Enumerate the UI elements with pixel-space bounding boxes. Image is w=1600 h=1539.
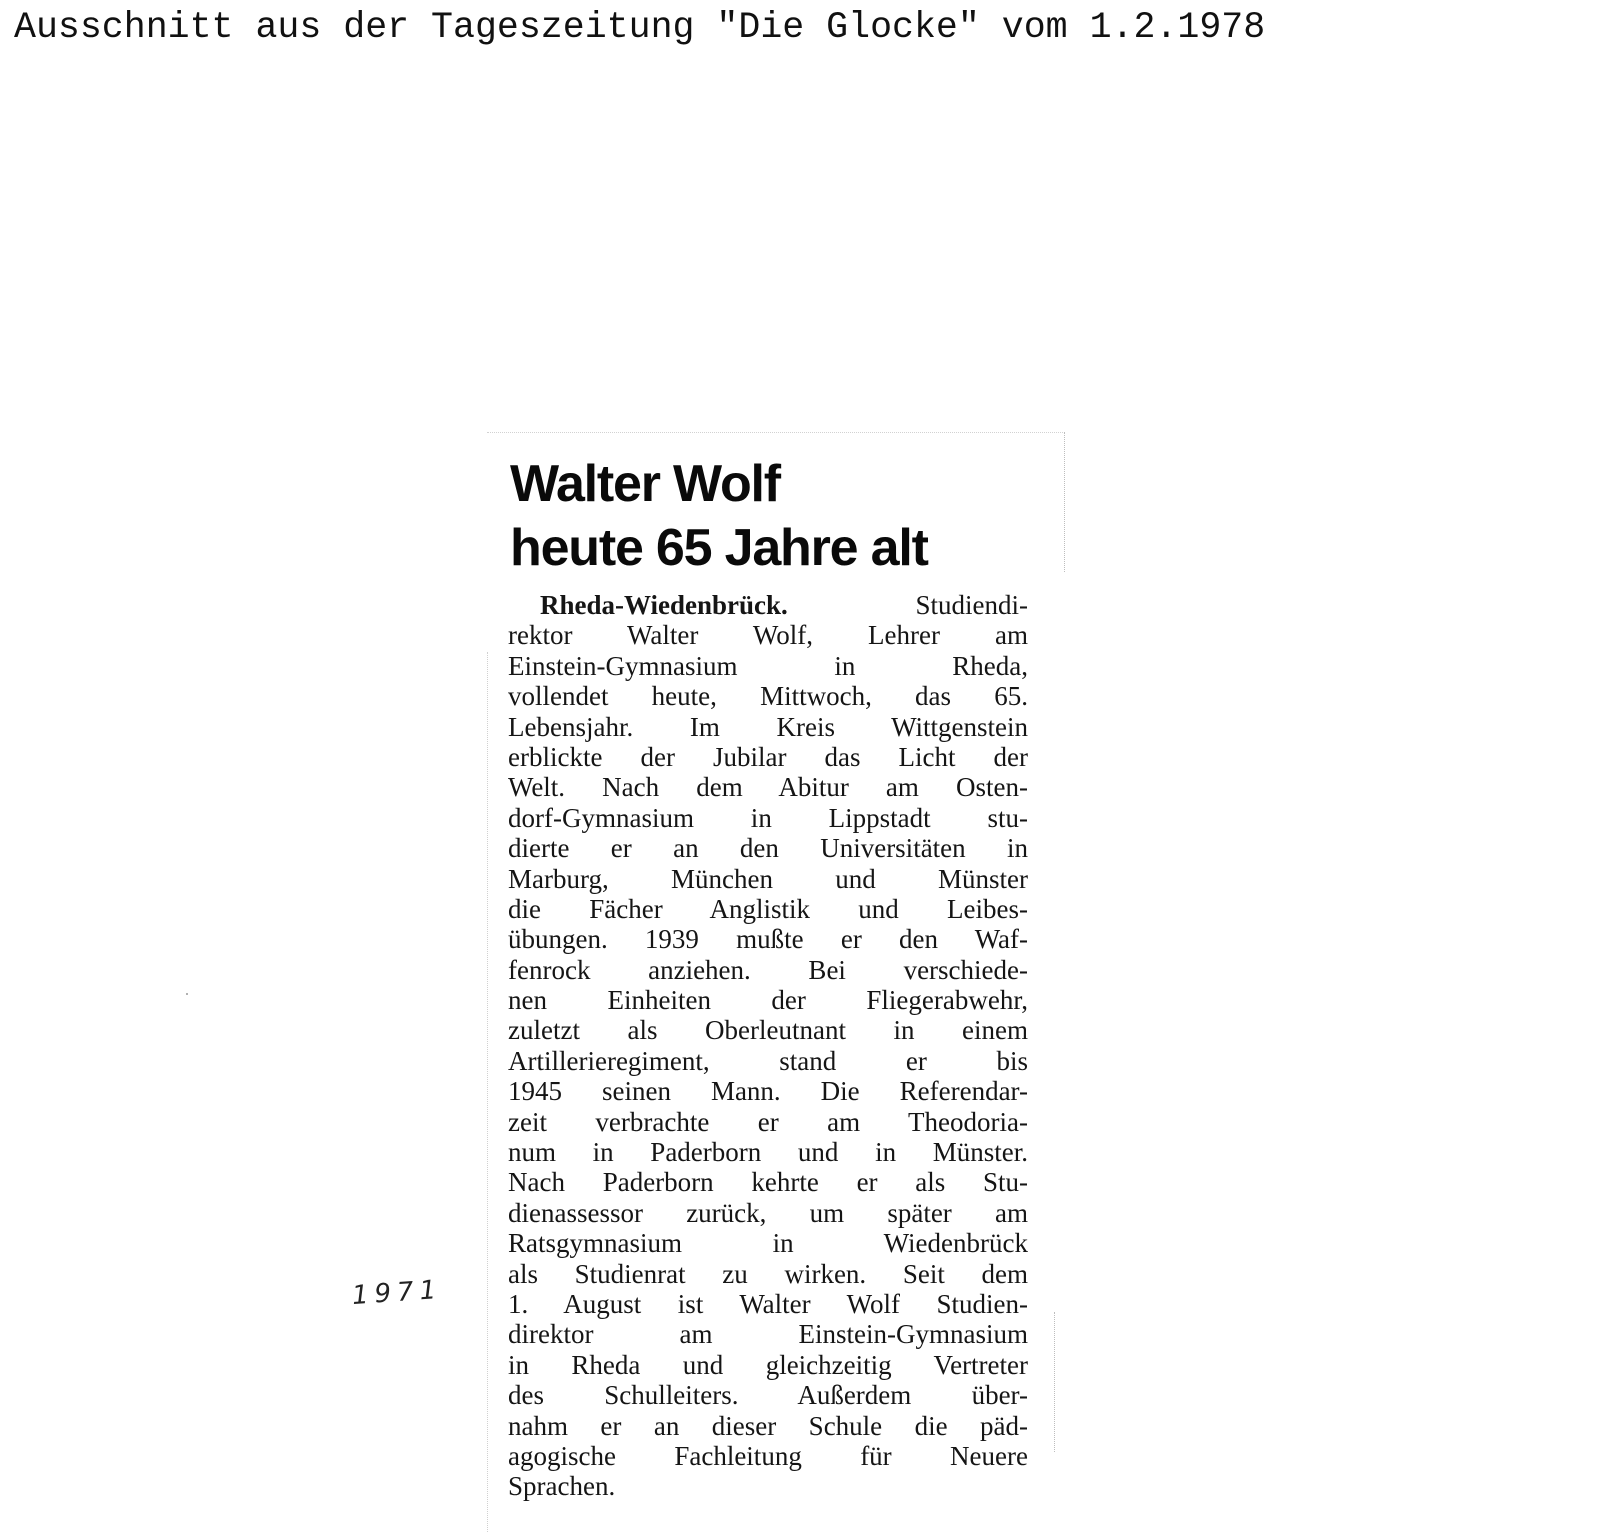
article-line: agogische Fachleitung für Neuere	[508, 1440, 1028, 1471]
newspaper-clipping	[487, 432, 1069, 1532]
article-line: 1. August ist Walter Wolf Studien-	[508, 1288, 1028, 1319]
article-line: vollendet heute, Mittwoch, das 65.	[508, 681, 1028, 712]
headline-line-2: heute 65 Jahre alt	[510, 519, 928, 577]
article-line: Lebensjahr. Im Kreis Wittgenstein	[508, 711, 1028, 742]
article-line-text: Studiendi-	[915, 590, 1028, 620]
article-line: nen Einheiten der Fliegerabwehr,	[508, 985, 1028, 1016]
article-line: dienassessor zurück, um später am	[508, 1197, 1028, 1228]
article-line: Ratsgymnasium in Wiedenbrück	[508, 1228, 1028, 1259]
article-body	[508, 590, 1028, 1502]
clipping-left-edge	[487, 652, 488, 1532]
article-line: Marburg, München und Münster	[508, 863, 1028, 894]
article-line: als Studienrat zu wirken. Seit dem	[508, 1258, 1028, 1289]
article-line: num in Paderborn und in Münster.	[508, 1137, 1028, 1168]
article-line: Einstein-Gymnasium in Rheda,	[508, 650, 1028, 681]
article-line: Artillerieregiment, stand er bis	[508, 1045, 1028, 1076]
article-headline	[510, 452, 1040, 580]
clipping-right-edge-upper	[1064, 432, 1065, 572]
article-line: rektor Walter Wolf, Lehrer am	[508, 620, 1028, 651]
document-caption: Ausschnitt aus der Tageszeitung "Die Glocke" vom 1.2.1978	[14, 7, 1266, 48]
article-line: zuletzt als Oberleutnant in einem	[508, 1015, 1028, 1046]
article-line: Nach Paderborn kehrte er als Stu-	[508, 1167, 1028, 1198]
article-line: erblickte der Jubilar das Licht der	[508, 741, 1028, 772]
article-line: übungen. 1939 mußte er den Waf-	[508, 924, 1028, 955]
article-line: die Fächer Anglistik und Leibes-	[508, 893, 1028, 924]
headline-line-1: Walter Wolf	[510, 455, 780, 513]
article-line: dierte er an den Universitäten in	[508, 833, 1028, 864]
article-line: nahm er an dieser Schule die päd-	[508, 1410, 1028, 1441]
clipping-right-edge-lower	[1054, 1312, 1055, 1452]
clipping-top-edge	[487, 432, 1065, 433]
article-line: in Rheda und gleichzeitig Vertreter	[508, 1349, 1028, 1380]
article-dateline: Rheda-Wiedenbrück.	[540, 590, 788, 620]
article-line: 1945 seinen Mann. Die Referendar-	[508, 1076, 1028, 1107]
article-line: zeit verbrachte er am Theodoria-	[508, 1106, 1028, 1137]
article-line: fenrock anziehen. Bei verschiede-	[508, 954, 1028, 985]
article-line: des Schulleiters. Außerdem über-	[508, 1380, 1028, 1411]
scan-speck	[186, 993, 188, 995]
article-line: Sprachen.	[508, 1471, 616, 1502]
article-line: direktor am Einstein-Gymnasium	[508, 1319, 1028, 1350]
article-line: dorf-Gymnasium in Lippstadt stu-	[508, 802, 1028, 833]
article-line	[508, 590, 1028, 620]
article-line: Welt. Nach dem Abitur am Osten-	[508, 772, 1028, 803]
handwritten-year-note: 1971	[351, 1274, 444, 1312]
